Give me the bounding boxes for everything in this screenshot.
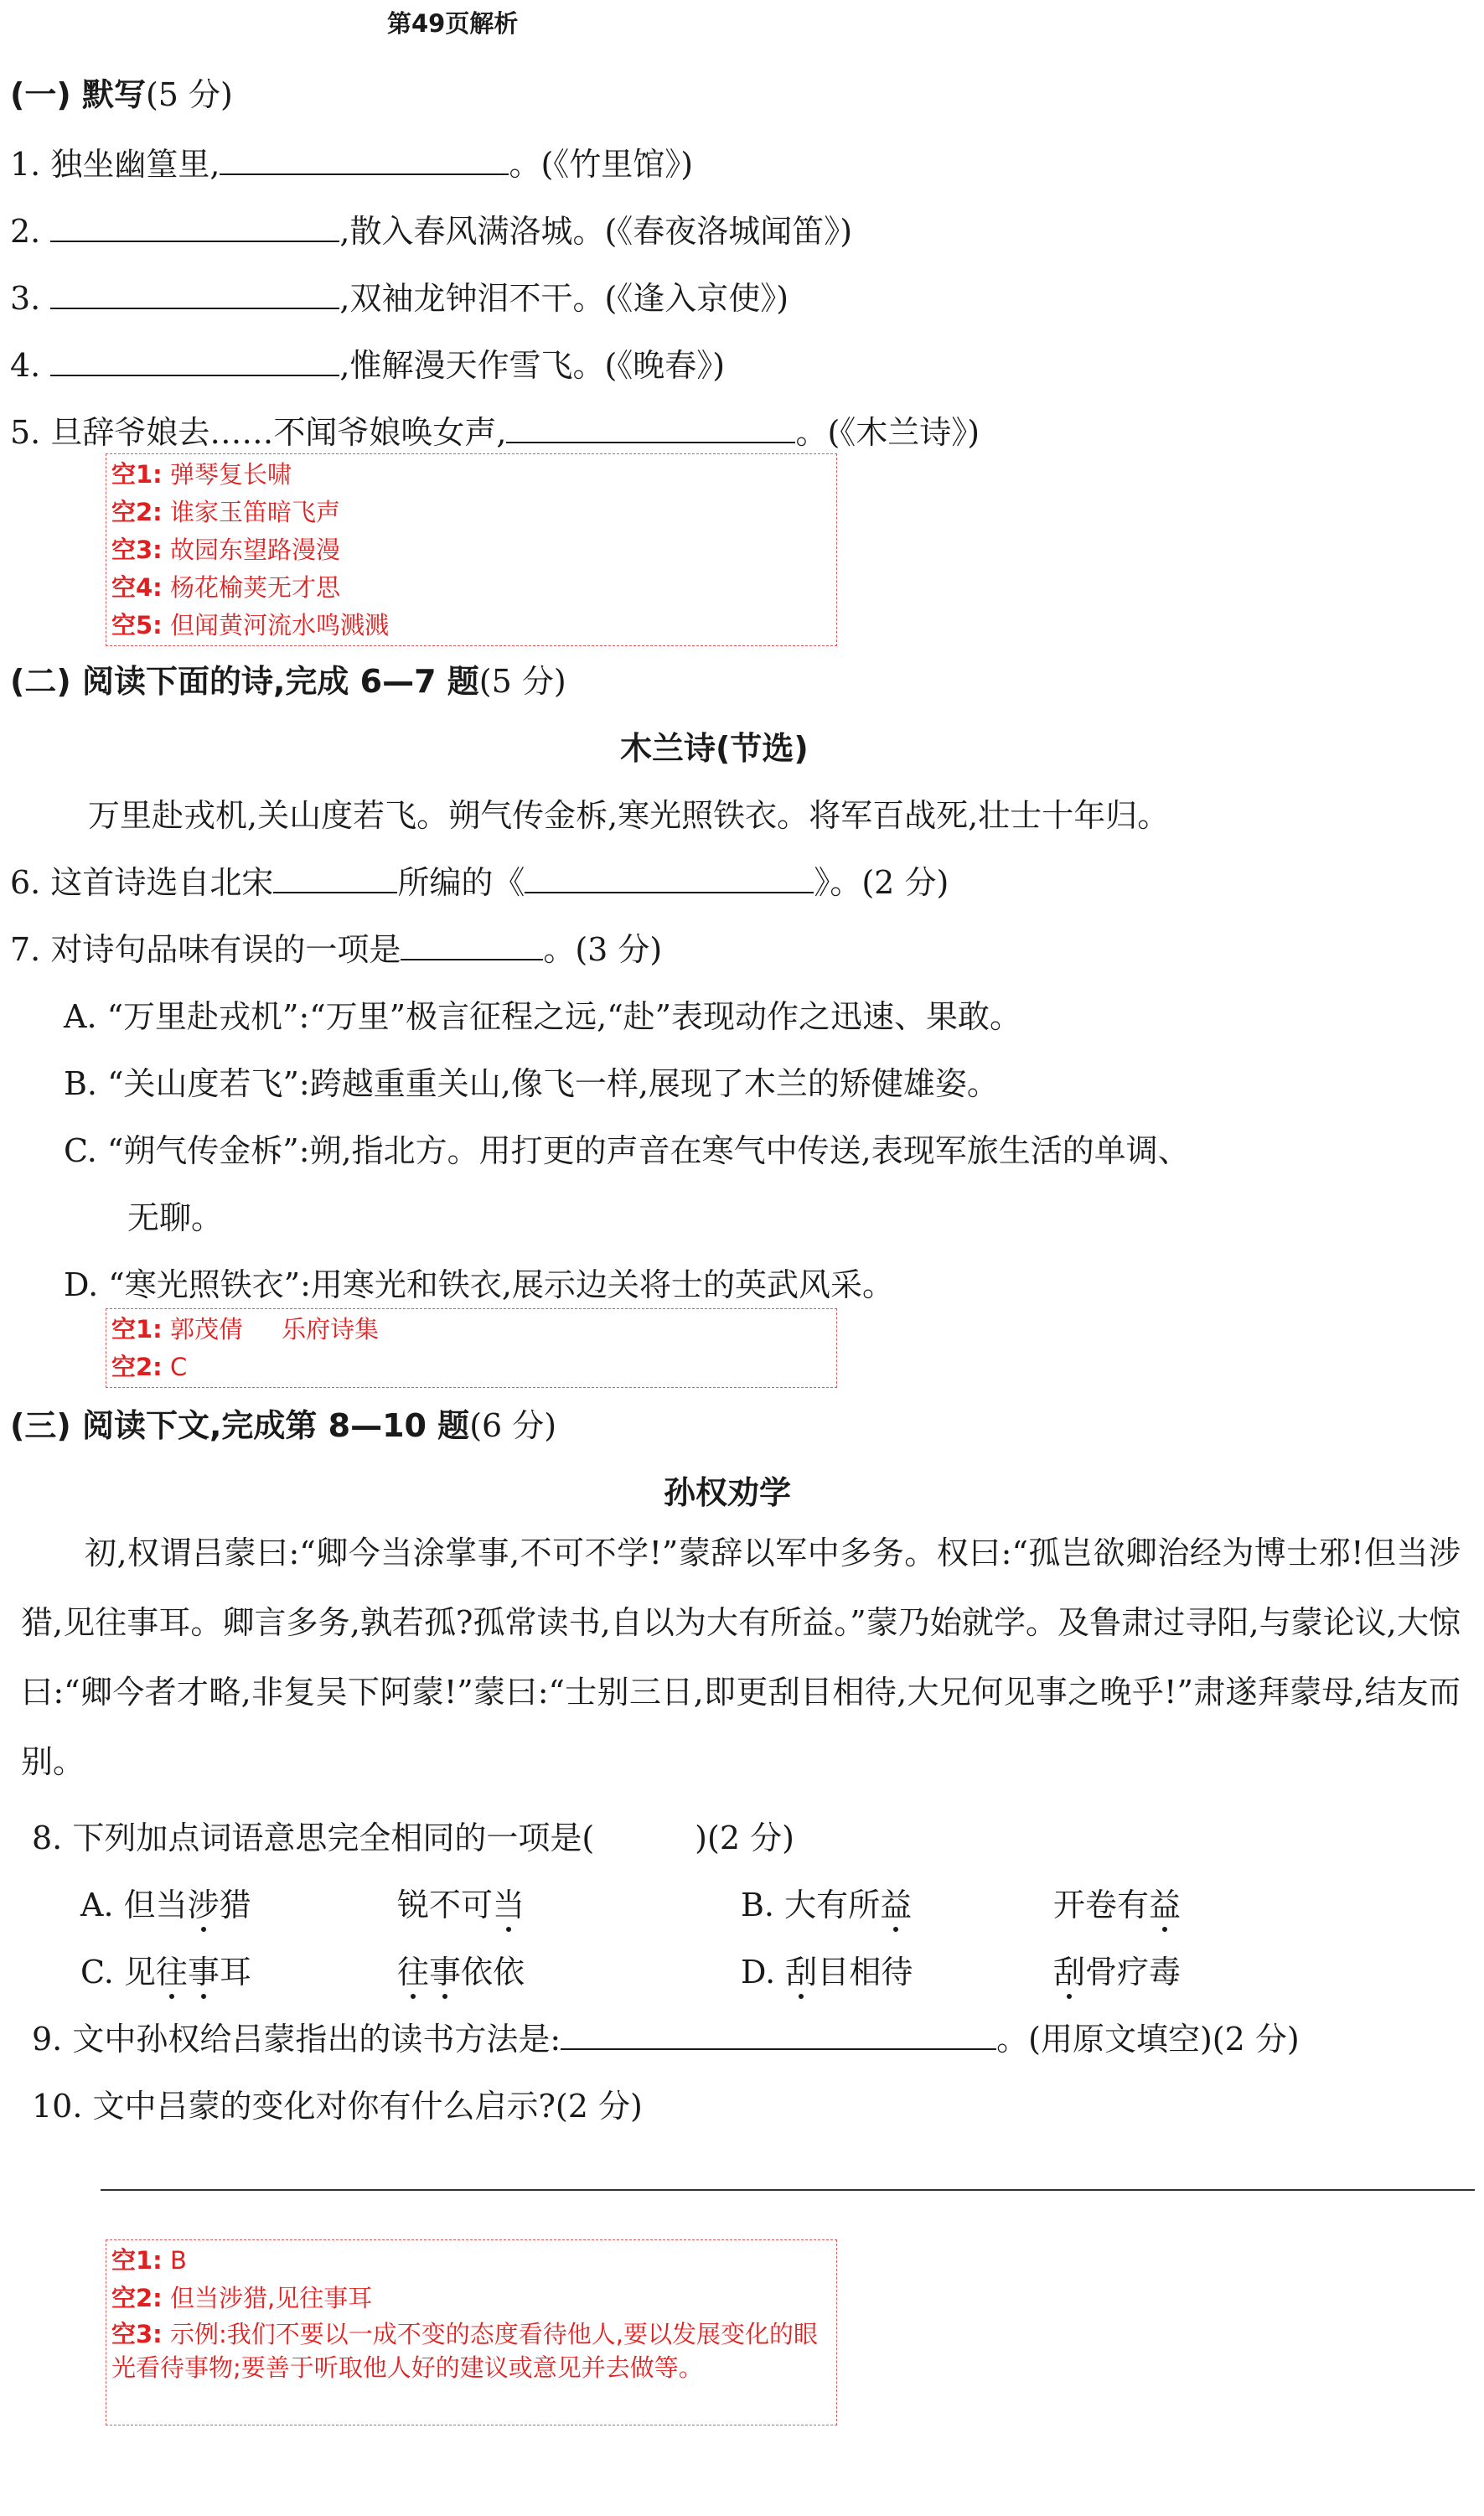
q8-option-d: D. 刮目相待 bbox=[741, 1946, 913, 1992]
answer-blank bbox=[273, 865, 397, 893]
q8-option-b-compare: 开卷有益 bbox=[1053, 1879, 1181, 1925]
q8-option-d-compare: 刮骨疗毒 bbox=[1053, 1946, 1181, 1992]
answer-item: 空2: 谁家玉笛暗飞声 bbox=[111, 498, 341, 526]
answer-item: 空1: B bbox=[111, 2246, 187, 2275]
answer-blank bbox=[50, 281, 339, 309]
option-b: B. “关山度若飞”:跨越重重关山,像飞一样,展现了木兰的矫健雄姿。 bbox=[64, 1065, 999, 1102]
passage-text: 初,权谓吕蒙曰:“卿今当涂掌事,不可不学!”蒙辞以军中多务。权曰:“孤岂欲卿治经为博士邪!但当涉猎,见往事耳。卿言多务,孰若孤?孤常读书,自以为大有所益。”蒙乃始就学。及鲁肃过寻阳,与蒙论议,大惊曰:“卿今者才略,非复吴下阿蒙!”蒙曰:“士别三日,即更刮目相待,大兄何见事之晚乎!”肃遂拜蒙母,结友而别。 bbox=[21, 1535, 1461, 1780]
poem-title: 木兰诗(节选) bbox=[620, 730, 809, 767]
answer-item: 空2: C bbox=[111, 1353, 188, 1381]
poem-text: 万里赴戎机,关山度若飞。朔气传金柝,寒光照铁衣。将军百战死,壮士十年归。 bbox=[88, 797, 1170, 834]
question-7: 7. 对诗句品味有误的一项是 。(3 分) bbox=[10, 931, 663, 968]
option-c: C. “朔气传金柝”:朔,指北方。用打更的声音在寒气中传送,表现军旅生活的单调、 bbox=[64, 1132, 1190, 1169]
question-3: 3. ,双袖龙钟泪不干。(《逢入京使》) bbox=[10, 280, 789, 317]
question-1: 1. 独坐幽篁里, 。(《竹里馆》) bbox=[10, 146, 694, 183]
question-5: 5. 旦辞爷娘去……不闻爷娘唤女声, 。(《木兰诗》) bbox=[10, 414, 980, 451]
answer-item: 空3: 故园东望路漫漫 bbox=[111, 536, 341, 564]
q8-option-c-compare: 往事依依 bbox=[397, 1946, 525, 1992]
word: 但当涉猎 bbox=[124, 1887, 251, 1923]
q8-option-b: B. 大有所益 bbox=[741, 1879, 912, 1925]
answer-blank bbox=[401, 932, 543, 960]
answer-box-3 bbox=[106, 2239, 837, 2425]
section2-heading: (二) 阅读下面的诗,完成 6—7 题(5 分) bbox=[10, 663, 566, 700]
question-4: 4. ,惟解漫天作雪飞。(《晚春》) bbox=[10, 347, 726, 384]
passage-title: 孙权劝学 bbox=[664, 1474, 792, 1511]
answer-blank bbox=[50, 348, 339, 376]
q8-option-a-compare: 锐不可当 bbox=[397, 1879, 525, 1925]
question-2: 2. ,散入春风满洛城。(《春夜洛城闻笛》) bbox=[10, 213, 853, 250]
q8-option-a: A. 但当涉猎 bbox=[80, 1879, 251, 1925]
question-6: 6. 这首诗选自北宋 所编的《 》。(2 分) bbox=[10, 864, 949, 901]
question-8: 8. 下列加点词语意思完全相同的一项是( )(2 分) bbox=[32, 1820, 794, 1856]
option-a: A. “万里赴戎机”:“万里”极言征程之远,“赴”表现动作之迅速、果敢。 bbox=[64, 998, 1022, 1035]
answer-blank bbox=[525, 865, 814, 893]
question-10: 10. 文中吕蒙的变化对你有什么启示?(2 分) bbox=[32, 2088, 643, 2125]
section1-heading: (一) 默写(5 分) bbox=[10, 76, 233, 113]
option-c-continued: 无聊。 bbox=[127, 1199, 224, 1236]
answer-item: 空1: 郭茂倩 乐府诗集 bbox=[111, 1315, 380, 1343]
answer-item: 空3: 示例:我们不要以一成不变的态度看待他人,要以发展变化的眼光看待事物;要善于听取他人好的建议或意见并去做等。 bbox=[111, 2320, 818, 2382]
answer-item: 空2: 但当涉猎,见往事耳 bbox=[111, 2284, 373, 2312]
page-title: 第49页解析 bbox=[387, 9, 519, 38]
section3-heading: (三) 阅读下文,完成第 8—10 题(6 分) bbox=[10, 1407, 557, 1444]
option-d: D. “寒光照铁衣”:用寒光和铁衣,展示边关将士的英武风采。 bbox=[64, 1266, 895, 1303]
answer-blank bbox=[50, 214, 339, 242]
answer-blank bbox=[220, 147, 509, 175]
q8-option-c: C. 见往事耳 bbox=[80, 1946, 251, 1992]
answer-item: 空5: 但闻黄河流水鸣溅溅 bbox=[111, 611, 390, 639]
question-9: 9. 文中孙权给吕蒙指出的读书方法是: 。(用原文填空)(2 分) bbox=[32, 2021, 1300, 2058]
answer-blank bbox=[506, 415, 795, 443]
answer-item: 空4: 杨花榆荚无才思 bbox=[111, 573, 341, 602]
answer-line bbox=[101, 2189, 1475, 2191]
answer-item: 空1: 弹琴复长啸 bbox=[111, 460, 292, 489]
answer-box-1 bbox=[106, 453, 837, 646]
answer-blank bbox=[561, 2022, 996, 2050]
answer-box-2 bbox=[106, 1308, 837, 1388]
